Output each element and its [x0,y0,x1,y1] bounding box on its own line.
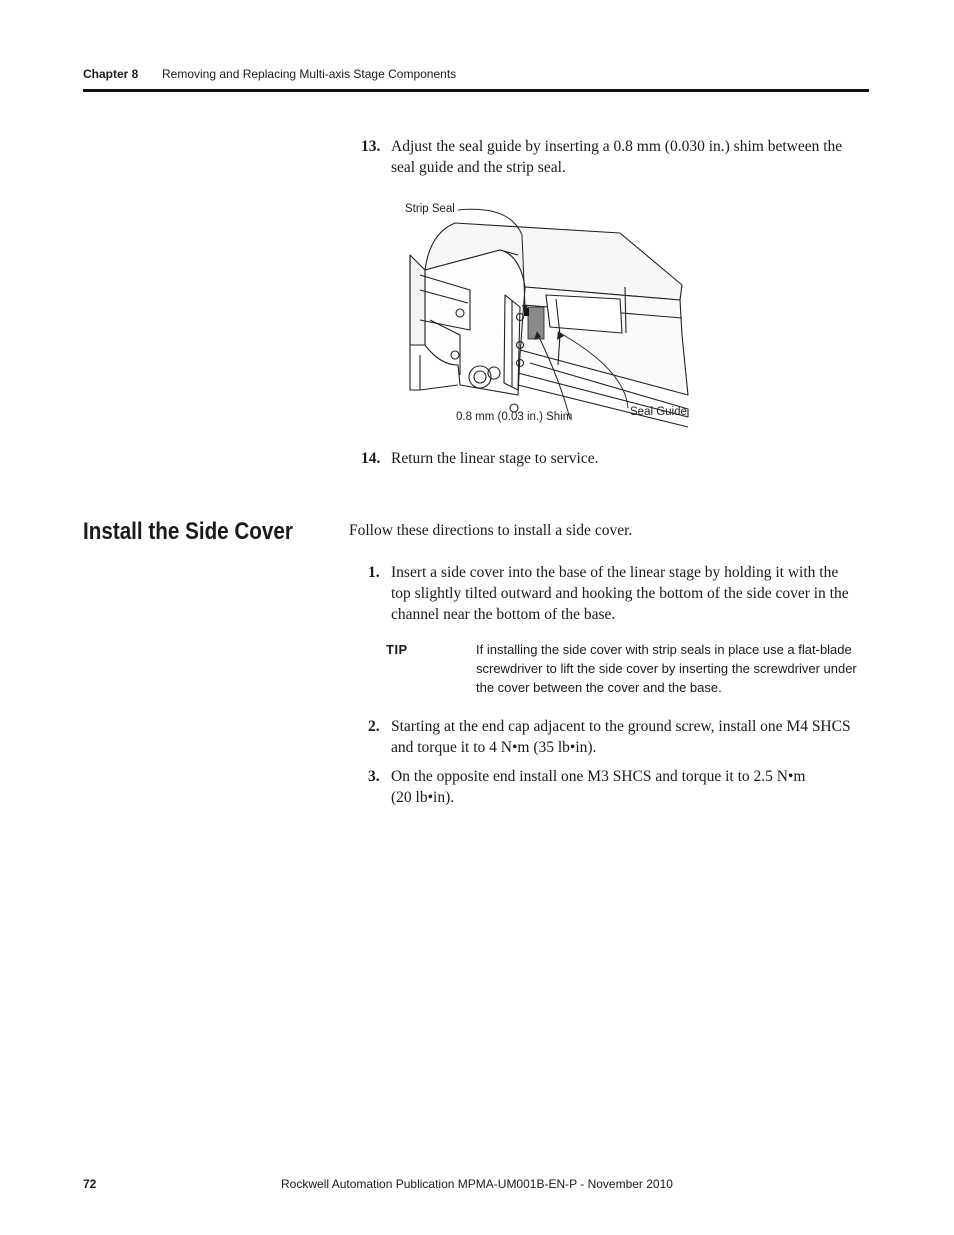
step-3 [368,766,868,810]
step-text: Adjust the seal guide by inserting a 0.8 mm (0.030 in.) shim between the seal guide and the strip seal. [391,138,843,176]
step-2 [368,716,868,760]
step-number: 13. [361,138,381,155]
step-text: Insert a side cover into the base of the linear stage by holding it with the top slightly tilted outward and hooking the bottom of the side cover in the channel near the bottom of the base. [391,564,849,623]
header-rule [83,89,869,92]
tip-text: If installing the side cover with strip seals in place use a flat-blade screwdriver to lift the side cover by inserting the screwdriver under the cover between the cover and the base. [476,642,857,695]
page-number: 72 [83,1177,97,1191]
chapter-title: Removing and Replacing Multi-axis Stage Components [162,67,457,81]
callout-seal-guide: Seal Guide [630,406,687,418]
callout-strip-seal: Strip Seal [405,203,455,215]
callout-shim: 0.8 mm (0.03 in.) Shim [456,411,573,423]
tip-label: TIP [386,642,408,657]
step-14 [361,448,861,470]
seal-guide-figure [400,195,700,435]
step-number: 2. [368,718,380,735]
step-text: On the opposite end install one M3 SHCS and torque it to 2.5 N•m (20 lb•in). [391,768,806,806]
step-13 [361,136,861,180]
step-text: Starting at the end cap adjacent to the ground screw, install one M4 SHCS and torque it to 4 N•m (35 lb•in). [391,718,851,756]
section-heading: Install the Side Cover [83,518,293,545]
step-text: Return the linear stage to service. [391,450,599,467]
step-1 [368,562,868,626]
step-number: 1. [368,564,380,581]
step-number: 14. [361,450,381,467]
section-intro: Follow these directions to install a side cover. [349,522,633,539]
step-number: 3. [368,768,380,785]
chapter-label: Chapter 8 [83,67,139,81]
publication-info: Rockwell Automation Publication MPMA-UM001B-EN-P - November 2010 [281,1177,673,1191]
